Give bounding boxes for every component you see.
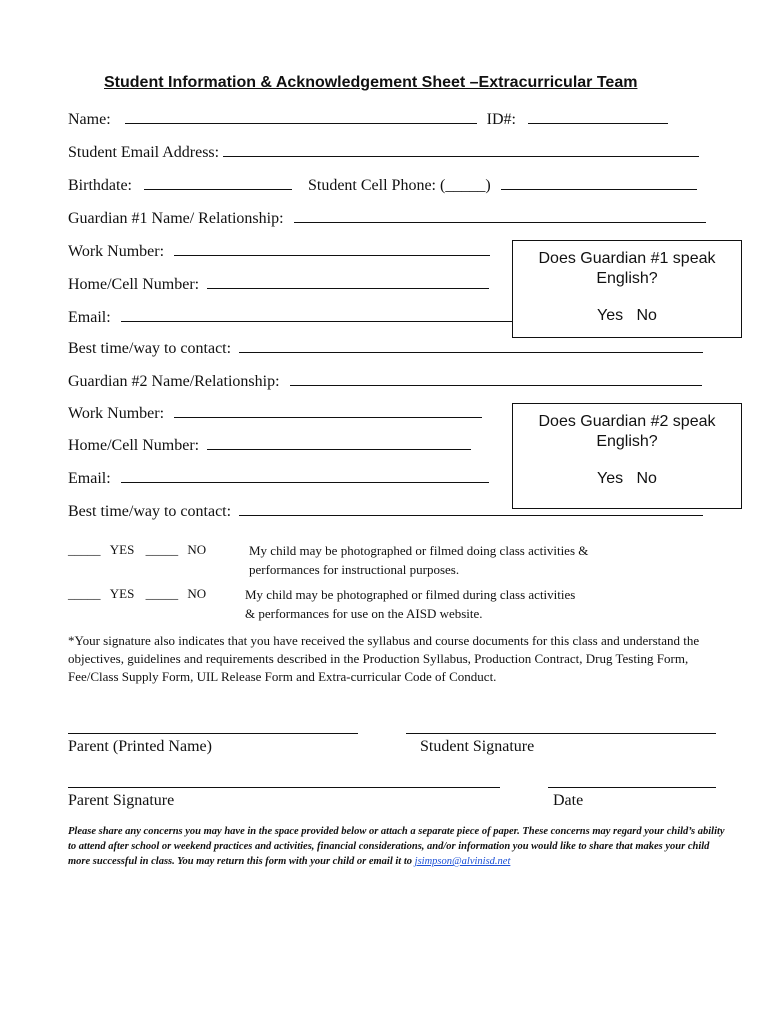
student-email-label: Student Email Address: <box>68 144 220 161</box>
id-input[interactable] <box>528 109 668 124</box>
work1-input[interactable] <box>174 241 490 256</box>
email1-label: Email: <box>68 309 111 326</box>
homecell2-row <box>68 435 471 455</box>
birthdate-row <box>68 175 697 195</box>
id-label: ID#: <box>486 111 516 128</box>
parent-signature-label: Parent Signature <box>68 792 175 809</box>
guardian2-english-options[interactable]: Yes No <box>597 470 657 487</box>
student-email-input[interactable] <box>223 142 699 157</box>
consent2-no: NO <box>187 586 207 601</box>
consent2-yes-blank[interactable]: _____ <box>68 586 101 601</box>
work2-input[interactable] <box>174 403 482 418</box>
guardian2-english-question: Does Guardian #2 speak English? <box>538 413 716 450</box>
name-row <box>68 109 668 129</box>
email2-input[interactable] <box>121 468 489 483</box>
homecell2-input[interactable] <box>207 435 471 450</box>
homecell1-input[interactable] <box>207 274 489 289</box>
best2-input[interactable] <box>239 501 703 516</box>
guardian2-row <box>68 371 702 391</box>
guardian1-english-question: Does Guardian #1 speak English? <box>538 250 716 287</box>
student-email-row <box>68 142 699 162</box>
date-line[interactable] <box>548 787 716 788</box>
best2-row <box>68 501 703 521</box>
consent1-no-blank[interactable]: _____ <box>145 542 179 557</box>
guardian1-label: Guardian #1 Name/ Relationship: <box>68 210 284 227</box>
name-label: Name: <box>68 111 111 128</box>
student-cell-input[interactable] <box>501 175 697 190</box>
signature-note: *Your signature also indicates that you have received the syllabus and course documents for this class and understand the objectives, guidelines and requirements described in the Production Syllabus, Production Contract, Drug Testing Form, Fee/Class Supply Form, UIL Release Form and Extra-curricular Code of Conduct. <box>68 633 700 684</box>
consent2-no-blank[interactable]: _____ <box>145 586 179 601</box>
closing-text: Please share any concerns you may have in the space provided below or attach a separate piece of paper. These concerns may regard your child’s ability to attend after school or weekend practices and activities, financial considerations, and/or information you would like to share that makes your child more successful in class. You may return this form with your child or email it to <box>68 826 725 867</box>
form-title: Student Information & Acknowledgement Sheet –Extracurricular Team <box>104 74 638 91</box>
work2-row <box>68 403 482 423</box>
closing-note <box>68 824 728 869</box>
email2-row <box>68 468 489 488</box>
parent-signature-line[interactable] <box>68 787 500 788</box>
consent1-text: My child may be photographed or filmed doing class activities & performances for instructional purposes. <box>249 543 589 577</box>
guardian2-label: Guardian #2 Name/Relationship: <box>68 373 280 390</box>
consent2-choices <box>68 586 206 602</box>
homecell1-label: Home/Cell Number: <box>68 276 200 293</box>
work1-label: Work Number: <box>68 243 165 260</box>
birthdate-input[interactable] <box>144 175 292 190</box>
birthdate-label: Birthdate: <box>68 177 132 194</box>
student-signature-line[interactable] <box>406 733 716 734</box>
guardian1-input[interactable] <box>294 208 706 223</box>
parent-printed-label: Parent (Printed Name) <box>68 738 212 755</box>
consent1-yes-blank[interactable]: _____ <box>68 542 101 557</box>
work2-label: Work Number: <box>68 405 165 422</box>
best2-label: Best time/way to contact: <box>68 503 232 520</box>
guardian2-english-box <box>512 403 742 509</box>
homecell1-row <box>68 274 489 294</box>
guardian2-input[interactable] <box>290 371 702 386</box>
best1-label: Best time/way to contact: <box>68 340 232 357</box>
consent1-choices <box>68 542 206 558</box>
best1-row <box>68 338 703 358</box>
date-label: Date <box>553 792 584 809</box>
student-cell-label: Student Cell Phone: (_____) <box>307 177 491 194</box>
guardian1-english-options[interactable]: Yes No <box>597 307 657 324</box>
work1-row <box>68 241 490 261</box>
consent1-yes: YES <box>109 542 135 557</box>
guardian1-row <box>68 208 706 228</box>
email2-label: Email: <box>68 470 111 487</box>
consent1-no: NO <box>187 542 207 557</box>
parent-printed-line[interactable] <box>68 733 358 734</box>
consent2-text: My child may be photographed or filmed during class activities & performances for use on the AISD website. <box>245 587 576 621</box>
contact-email-link[interactable]: jsimpson@alvinisd.net <box>414 856 511 867</box>
consent2-yes: YES <box>109 586 135 601</box>
email1-input[interactable] <box>121 307 517 322</box>
best1-input[interactable] <box>239 338 703 353</box>
name-input[interactable] <box>125 109 477 124</box>
student-signature-label: Student Signature <box>420 738 535 755</box>
email1-row <box>68 307 517 327</box>
guardian1-english-box <box>512 240 742 338</box>
homecell2-label: Home/Cell Number: <box>68 437 200 454</box>
